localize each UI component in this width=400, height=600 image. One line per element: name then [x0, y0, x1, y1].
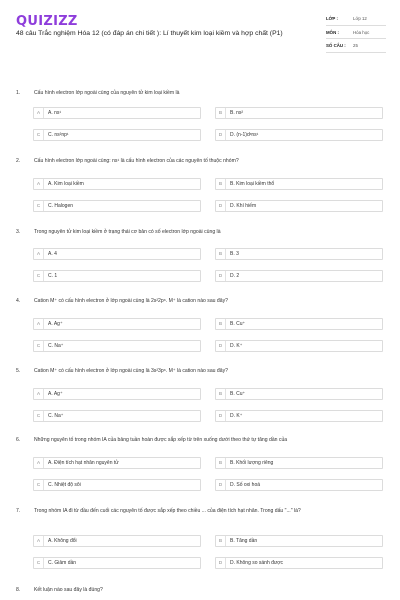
question-text: Trong nguyên tử kim loại kiềm ở trạng thái cơ bản có số electron lớp ngoài cùng là — [34, 229, 221, 235]
worksheet-title: 48 câu Trắc nghiệm Hóa 12 (có đáp án chi tiết ): Lí thuyết kim loại kiềm và hợp chất (P1) — [16, 30, 283, 37]
option-text: B. Tăng dần — [230, 538, 258, 544]
question-text: Cấu hình electron lớp ngoài cùng: ns¹ là cấu hình electron của các nguyên tố thuộc nhóm? — [34, 158, 239, 164]
option-text: C. ns²np¹ — [48, 132, 69, 138]
option-letter: A — [34, 319, 44, 329]
meta-row-grade — [326, 12, 386, 26]
question-number: 3. — [16, 229, 21, 235]
question-number: 7. — [16, 508, 21, 514]
option-d[interactable] — [215, 340, 383, 352]
option-letter: D — [216, 341, 226, 351]
question-number: 8. — [16, 587, 21, 593]
option-text: B. Cu⁺ — [230, 321, 246, 327]
option-letter: C — [34, 130, 44, 140]
question-text: Những nguyên tố trong nhóm IA của bảng tuần hoàn được sắp xếp từ trên xuống dưới theo thứ tự tăng dần của — [34, 437, 288, 443]
option-letter: D — [216, 271, 226, 281]
option-d[interactable] — [215, 270, 383, 282]
option-text: C. Na⁺ — [48, 343, 64, 349]
option-text: A. Kim loại kiềm — [48, 181, 84, 187]
option-text: B. Cu⁺ — [230, 391, 246, 397]
meta-key: SỐ CÂU : — [326, 43, 346, 48]
option-text: D. K⁺ — [230, 413, 243, 419]
option-d[interactable] — [215, 200, 383, 212]
question-text: Trong nhóm IA đi từ đầu đến cuối các nguyên tố được sắp xếp theo chiều ... của điện tích hạt nhân. Trong dấu "..." là? — [34, 508, 301, 514]
option-letter: A — [34, 389, 44, 399]
meta-value: Lớp 12 — [353, 16, 367, 21]
option-a[interactable] — [33, 178, 201, 190]
option-d[interactable] — [215, 410, 383, 422]
worksheet-meta — [326, 12, 386, 53]
option-b[interactable] — [215, 107, 383, 119]
option-text: B. ns² — [230, 110, 244, 116]
option-text: A. 4 — [48, 251, 57, 257]
option-letter: D — [216, 480, 226, 490]
option-c[interactable] — [33, 479, 201, 491]
option-text: A. Ag⁺ — [48, 391, 63, 397]
option-b[interactable] — [215, 248, 383, 260]
option-text: C. Nhiệt độ sôi — [48, 482, 81, 488]
option-letter: C — [34, 201, 44, 211]
question-number: 6. — [16, 437, 21, 443]
question-text: Cation M⁺ có cấu hình electron ở lớp ngoài cùng là 2s²2p⁶. M⁺ là cation nào sau đây? — [34, 298, 228, 304]
meta-key: MÔN : — [326, 29, 339, 35]
option-letter: B — [216, 389, 226, 399]
option-d[interactable] — [215, 557, 383, 569]
option-a[interactable] — [33, 248, 201, 260]
option-text: C. 1 — [48, 273, 58, 279]
option-letter: B — [216, 108, 226, 118]
option-letter: C — [34, 411, 44, 421]
option-letter: B — [216, 249, 226, 259]
question-number: 1. — [16, 90, 21, 96]
option-letter: D — [216, 411, 226, 421]
option-letter: A — [34, 179, 44, 189]
option-c[interactable] — [33, 129, 201, 141]
option-c[interactable] — [33, 200, 201, 212]
option-letter: C — [34, 341, 44, 351]
option-a[interactable] — [33, 457, 201, 469]
option-letter: B — [216, 536, 226, 546]
option-d[interactable] — [215, 129, 383, 141]
meta-value: 25 — [353, 43, 358, 48]
option-b[interactable] — [215, 318, 383, 330]
option-a[interactable] — [33, 388, 201, 400]
option-letter: C — [34, 480, 44, 490]
option-letter: C — [34, 271, 44, 281]
option-text: B. Khối lượng riêng — [230, 460, 274, 466]
option-letter: B — [216, 179, 226, 189]
option-text: C. Halogen — [48, 203, 74, 209]
option-text: D. 2 — [230, 273, 240, 279]
option-text: B. Kim loại kiềm thổ — [230, 181, 275, 187]
question-text: Cation M⁺ có cấu hình electron ở lớp ngoài cùng là 3s²3p⁶. M⁺ là cation nào sau đây? — [34, 368, 228, 374]
option-text: A. Không đổi — [48, 538, 77, 544]
option-text: C. Giảm dần — [48, 560, 77, 566]
option-letter: D — [216, 558, 226, 568]
meta-row-subject — [326, 26, 386, 40]
option-c[interactable] — [33, 410, 201, 422]
option-c[interactable] — [33, 340, 201, 352]
option-text: D. Khí hiếm — [230, 203, 257, 209]
option-text: A. Ag⁺ — [48, 321, 63, 327]
question-number: 5. — [16, 368, 21, 374]
meta-value: Hóa học — [353, 29, 370, 35]
option-c[interactable] — [33, 270, 201, 282]
option-b[interactable] — [215, 535, 383, 547]
option-b[interactable] — [215, 457, 383, 469]
meta-row-count — [326, 39, 386, 53]
option-d[interactable] — [215, 479, 383, 491]
option-text: D. (n-1)dˣns¹ — [230, 132, 259, 138]
option-letter: A — [34, 108, 44, 118]
option-c[interactable] — [33, 557, 201, 569]
option-a[interactable] — [33, 535, 201, 547]
worksheet-header — [0, 0, 400, 78]
option-letter: A — [34, 536, 44, 546]
option-text: A. Điện tích hạt nhân nguyên tử — [48, 460, 119, 466]
option-letter: C — [34, 558, 44, 568]
option-text: C. Na⁺ — [48, 413, 64, 419]
option-letter: D — [216, 201, 226, 211]
question-number: 2. — [16, 158, 21, 164]
option-letter: B — [216, 319, 226, 329]
option-b[interactable] — [215, 178, 383, 190]
option-letter: D — [216, 130, 226, 140]
question-text: Cấu hình electron lớp ngoài cùng của nguyên tử kim loại kiềm là — [34, 90, 180, 96]
option-a[interactable] — [33, 318, 201, 330]
question-text: Kết luận nào sau đây là đúng? — [34, 587, 103, 593]
option-letter: A — [34, 458, 44, 468]
question-number: 4. — [16, 298, 21, 304]
option-text: D. Không so sánh được — [230, 560, 284, 566]
option-letter: B — [216, 458, 226, 468]
option-text: D. K⁺ — [230, 343, 243, 349]
option-text: A. ns¹ — [48, 110, 62, 116]
quizizz-logo: QUIZIZZ — [16, 14, 78, 29]
option-text: D. Số oxi hoá — [230, 482, 261, 488]
option-b[interactable] — [215, 388, 383, 400]
option-text: B. 3 — [230, 251, 239, 257]
option-a[interactable] — [33, 107, 201, 119]
meta-key: LỚP : — [326, 16, 338, 21]
option-letter: A — [34, 249, 44, 259]
